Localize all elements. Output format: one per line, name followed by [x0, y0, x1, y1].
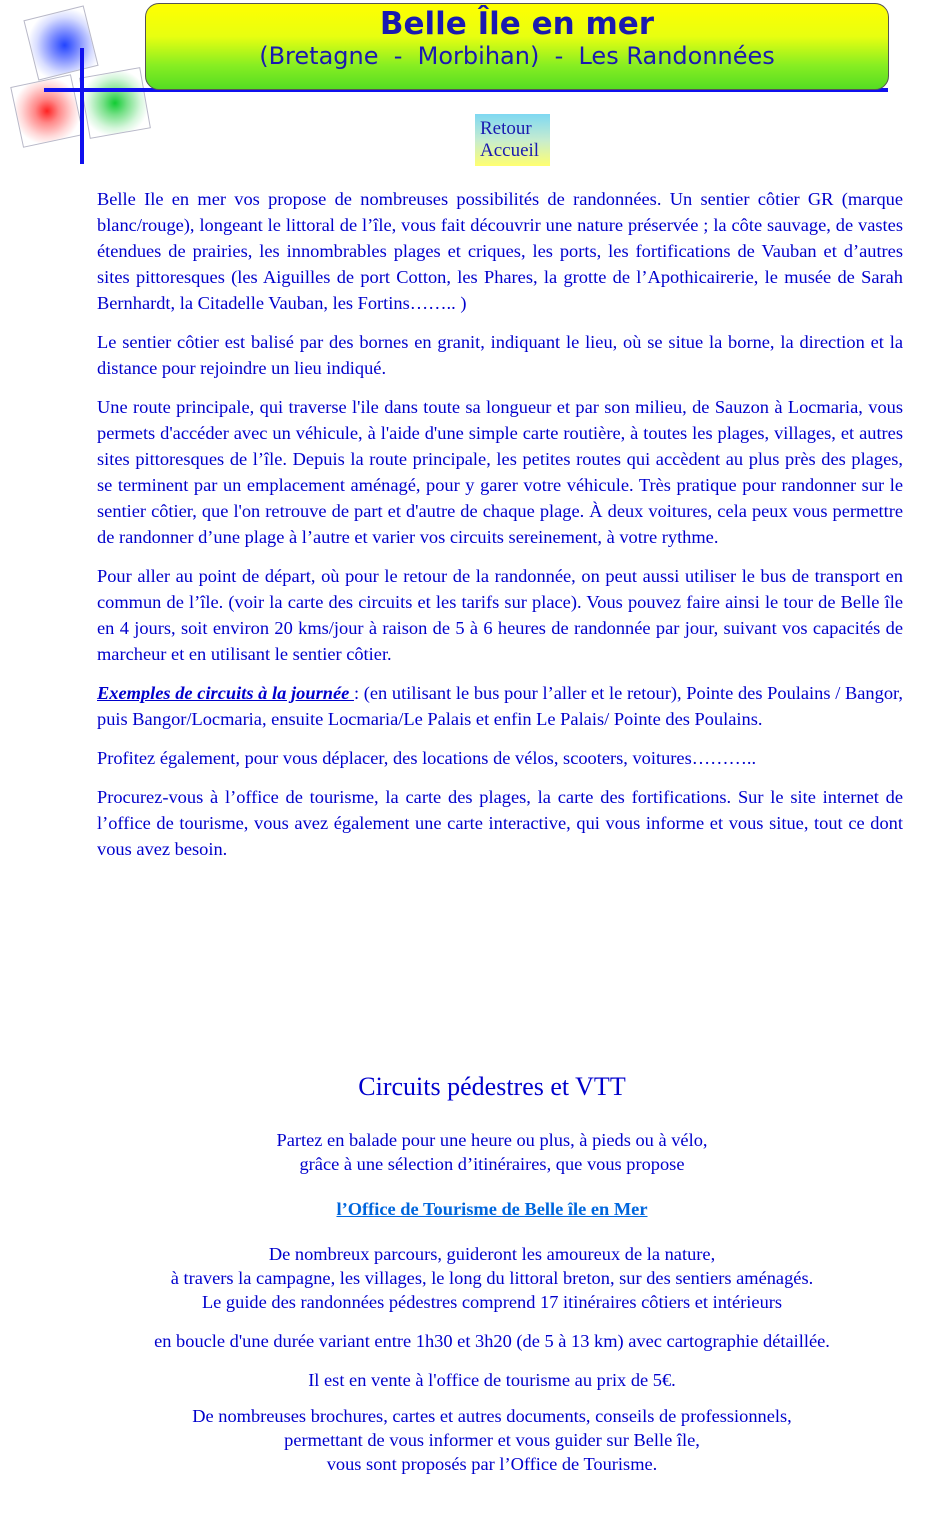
circuits-boucle: en boucle d'une durée variant entre 1h30 et 3h20 (de 5 à 13 km) avec cartographie détaillée. [154, 1331, 830, 1351]
circuits-parcours-line2: à travers la campagne, les villages, le long du littoral breton, sur des sentiers aménagés. [170, 1268, 814, 1288]
paragraph-bus: Pour aller au point de départ, où pour le retour de la randonnée, on peut aussi utiliser le bus de transport en commun de l’île. (voir la carte des circuits et les tarifs sur place). Vous pouvez faire ainsi le tour de Belle île en 4 jours, soit environ 20 kms/jour à raison de 5 à 6 heures de randonnée par jour, suivant vos capacités de marcheur et en utilisant le sentier côtier. [97, 566, 903, 664]
circuits-heading: Circuits pédestres et VTT [358, 1072, 626, 1101]
page-banner [145, 3, 889, 90]
paragraph-intro: Belle Ile en mer vos propose de nombreuses possibilités de randonnées. Un sentier côtier GR (marque blanc/rouge), longeant le littoral de l’île, vous fait découvrir une nature préservée ; la côte sauvage, de vastes étendues de prairies, les innombrables plages et criques, les ports, les fortifications de Vauban et d’autres sites pittoresques (les Aiguilles de port Cotton, les Phares, la grotte de l’Apothicairerie, le musée de Sarah Bernhardt, la Citadelle Vauban, les Fortins…….. ) [97, 189, 903, 313]
paragraph-route: Une route principale, qui traverse l'ile dans toute sa longueur et par son milieu, de Sauzon à Locmaria, vous permets d'accéder avec un véhicule, à l'aide d'une simple carte routière, à toutes les plages, villages, et autres sites pittoresques de l’île. Depuis la route principale, les petites routes qui accèdent au plus près des plages, se terminent par un emplacement aménagé, pour y garer votre véhicule. Très pratique pour randonner sur le sentier côtier, que l'on retrouve de part et d'autre de chaque plage. À deux voitures, cela peux vous permettre de randonner d’une plage à l’autre et varier vos circuits sereinement, à votre rythme. [97, 397, 903, 547]
circuits-intro-line2: grâce à une sélection d’itinéraires, que vous propose [299, 1154, 685, 1174]
exemples-circuits-text: : (en utilisant le bus pour l’aller et le retour), Pointe des Poulains / Bangor, puis Bangor/Locmaria, ensuite Locmaria/Le Palais et enfin Le Palais/ Pointe des Poulains. [97, 683, 903, 729]
circuits-brochures-line1: De nombreuses brochures, cartes et autres documents, conseils de professionnels, [192, 1406, 792, 1426]
circuits-parcours-line1: De nombreux parcours, guideront les amoureux de la nature, [268, 1244, 716, 1264]
paragraph-bornes: Le sentier côtier est balisé par des bornes en granit, indiquant le lieu, où se situe la borne, la direction et la distance pour rejoindre un lieu indiqué. [97, 332, 903, 378]
paragraph-office: Procurez-vous à l’office de tourisme, la carte des plages, la carte des fortifications. Sur le site internet de l’office de tourisme, vous avez également une carte interactive, qui vous informe et vous situe, tout ce dont vous avez besoin. [97, 787, 903, 859]
circuits-intro [40, 1128, 936, 1176]
circuits-intro-line1: Partez en balade pour une heure ou plus, à pieds ou à vélo, [276, 1130, 708, 1150]
circuits-vente: Il est en vente à l'office de tourisme au prix de 5€. [308, 1370, 676, 1390]
page-subtitle: (Bretagne - Morbihan) - Les Randonnées [259, 42, 775, 70]
green-square-icon [79, 67, 151, 139]
home-button-line2: Accueil [480, 140, 540, 161]
home-button[interactable] [475, 114, 550, 166]
page-title: Belle Île en mer [379, 6, 655, 42]
circuits-parcours [40, 1242, 936, 1314]
blue-square-icon [23, 5, 98, 80]
office-tourisme-link[interactable]: l’Office de Tourisme de Belle île en Mer [336, 1199, 648, 1219]
exemples-circuits-link[interactable]: Exemples de circuits à la journée [97, 683, 354, 703]
circuits-brochures-line2: permettant de vous informer et vous guider sur Belle île, [284, 1430, 700, 1450]
office-link-paragraph [40, 1197, 936, 1221]
circuits-parcours-line3: Le guide des randonnées pédestres comprend 17 itinéraires côtiers et intérieurs [201, 1292, 783, 1312]
red-square-icon [10, 74, 84, 148]
paragraph-exemples [97, 680, 903, 732]
home-button-line1: Retour [480, 118, 532, 139]
logo-vertical-line [80, 48, 84, 164]
circuits-brochures-line3: vous sont proposés par l’Office de Tourisme. [326, 1454, 658, 1474]
circuits-section [40, 1070, 936, 1497]
article-body [97, 186, 903, 875]
paragraph-locations: Profitez également, pour vous déplacer, des locations de vélos, scooters, voitures……….. [97, 748, 757, 768]
circuits-brochures [40, 1404, 936, 1476]
